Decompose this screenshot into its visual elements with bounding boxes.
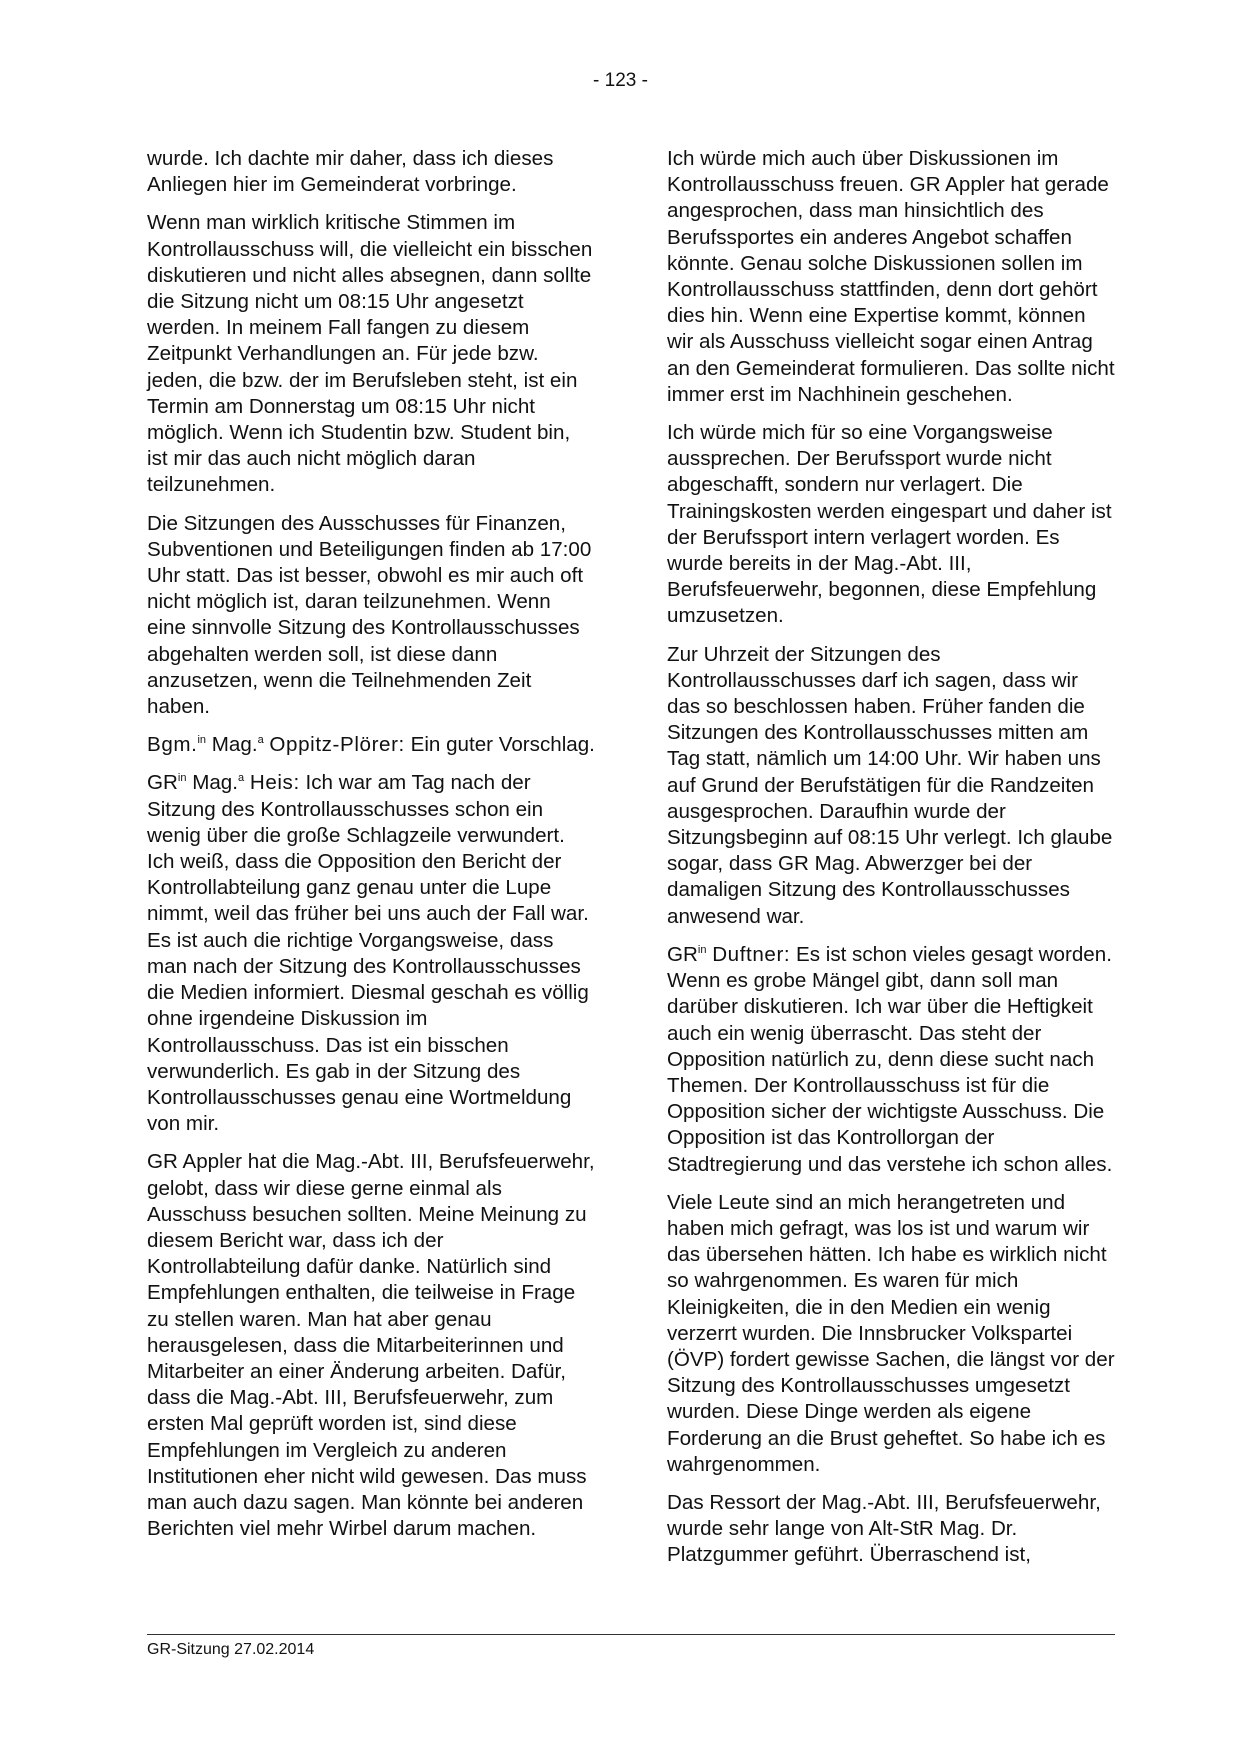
- footer-divider: [147, 1634, 1115, 1635]
- speaker-title-suffix: in: [697, 943, 707, 956]
- speaker-degree: Mag.: [211, 733, 258, 757]
- paragraph: Die Sitzungen des Ausschusses für Finanzen, Subventionen und Beteiligungen finden ab 17:00 Uhr statt. Das ist besser, obwohl es mir auch oft nicht möglich ist, daran teilzunehmen. Wenn eine sinnvolle Sitzung des Kontrollausschusses abgehalten werden soll, ist diese dann anzusetzen, wenn die Teilnehmenden Zeit haben.: [147, 511, 592, 719]
- right-column: [667, 146, 1115, 1581]
- speaker-degree-suffix: a: [257, 734, 264, 747]
- speech-paragraph: [667, 942, 1115, 1178]
- footer-session-date: GR-Sitzung 27.02.2014: [147, 1641, 315, 1658]
- speaker-title: GR: [667, 942, 698, 966]
- paragraph: GR Appler hat die Mag.-Abt. III, Berufsfeuerwehr, gelobt, dass wir diese gerne einmal als Ausschuss besuchen sollten. Meine Meinung zu diesem Bericht war, dass ich der Kontrollabteilung dafür danke. Natürlich sind Empfehlungen enthalten, die teilweise in Frage zu stellen waren. Man hat aber genau herausgelesen, dass die Mitarbeiterinnen und Mitarbeiter an einer Änderung arbeiten. Dafür, dass die Mag.-Abt. III, Berufsfeuerwehr, zum ersten Mal geprüft worden ist, sind diese Empfehlungen im Vergleich zu anderen Institutionen eher nicht wild gewesen. Das muss man auch dazu sagen. Man könnte bei anderen Berichten viel mehr Wirbel darum machen.: [147, 1150, 595, 1541]
- paragraph: Ich würde mich für so eine Vorgangsweise aussprechen. Der Berufssport wurde nicht abgeschafft, sondern nur verlagert. Die Trainingskosten werden eingespart und daher ist der Berufssport intern verlagert worden. Es wurde bereits in der Mag.-Abt. III, Berufsfeuerwehr, begonnen, diese Empfehlung umzusetzen.: [667, 421, 1112, 628]
- speaker-degree: Mag.: [192, 771, 238, 795]
- speaker-title-suffix: in: [177, 772, 187, 785]
- left-column: [147, 146, 595, 1554]
- speaker-title: Bgm.: [147, 733, 198, 757]
- page-number: - 123 -: [593, 70, 648, 91]
- speaker-title: GR: [147, 771, 178, 795]
- paragraph: Zur Uhrzeit der Sitzungen des Kontrollausschusses darf ich sagen, dass wir das so beschlossen haben. Früher fanden die Sitzungen des Kontrollausschusses mitten am Tag statt, nämlich um 14:00 Uhr. Wir haben uns auf Grund der Berufstätigen für die Randzeiten ausgesprochen. Daraufhin wurde der Sitzungsbeginn auf 08:15 Uhr verlegt. Ich glaube sogar, dass GR Mag. Abwerzger bei der damaligen Sitzung des Kontrollausschusses anwesend war.: [667, 642, 1113, 928]
- speaker-name: Heis:: [249, 771, 300, 795]
- speech-text: Ein guter Vorschlag.: [410, 733, 595, 757]
- speaker-name: Duftner:: [712, 942, 791, 966]
- speaker-degree-suffix: a: [237, 772, 245, 785]
- speaker-name: Oppitz-Plörer:: [269, 733, 405, 757]
- paragraph: Viele Leute sind an mich herangetreten und haben mich gefragt, was los ist und warum wir das übersehen hätten. Ich habe es wirklich nicht so wahrgenommen. Es waren für mich Kleinigkeiten, die in den Medien ein wenig verzerrt wurden. Die Innsbrucker Volkspartei (ÖVP) fordert gewisse Sachen, die längst vor der Sitzung des Kontrollausschusses umgesetzt wurden. Diese Dinge werden als eigene Forderung an die Brust geheftet. So habe ich es wahrgenommen.: [667, 1190, 1115, 1476]
- speech-paragraph: [147, 732, 595, 758]
- paragraph: Das Ressort der Mag.-Abt. III, Berufsfeuerwehr, wurde sehr lange von Alt-StR Mag. Dr. Platzgummer geführt. Überraschend ist,: [667, 1490, 1101, 1567]
- speech-text: Ich war am Tag nach der Sitzung des Kontrollausschusses schon ein wenig über die große Schlagzeile verwundert. Ich weiß, dass die Opposition den Bericht der Kontrollabteilung ganz genau unter die Lupe nimmt, weil das früher bei uns auch der Fall war. Es ist auch die richtige Vorgangsweise, dass man nach der Sitzung des Kontrollausschusses die Medien informiert. Diesmal geschah es völlig ohne irgendeine Diskussion im Kontrollausschuss. Das ist ein bisschen verwunderlich. Es gab in der Sitzung des Kontrollausschusses genau eine Wortmeldung von mir.: [147, 771, 589, 1136]
- speech-text: Es ist schon vieles gesagt worden. Wenn es grobe Mängel gibt, dann soll man darüber diskutieren. Ich war über die Heftigkeit auch ein wenig überrascht. Das steht der Opposition natürlich zu, denn diese sucht nach Themen. Der Kontrollausschuss ist für die Opposition sicher der wichtigste Ausschuss. Die Opposition ist das Kontrollorgan der Stadtregierung und das verstehe ich schon alles.: [667, 942, 1113, 1176]
- paragraph: Ich würde mich auch über Diskussionen im Kontrollausschuss freuen. GR Appler hat gerade angesprochen, dass man hinsichtlich des Berufssportes ein anderes Angebot schaffen könnte. Genau solche Diskussionen sollen im Kontrollausschuss stattfinden, denn dort gehört dies hin. Wenn eine Expertise kommt, können wir als Ausschuss vielleicht sogar einen Antrag an den Gemeinderat formulieren. Das sollte nicht immer erst im Nachhinein geschehen.: [667, 147, 1115, 406]
- speaker-title-suffix: in: [197, 734, 207, 747]
- paragraph: wurde. Ich dachte mir daher, dass ich dieses Anliegen hier im Gemeinderat vorbringe.: [147, 147, 554, 197]
- paragraph: Wenn man wirklich kritische Stimmen im Kontrollausschuss will, die vielleicht ein bisschen diskutieren und nicht alles absegnen, dann sollte die Sitzung nicht um 08:15 Uhr angesetzt werden. In meinem Fall fangen zu diesem Zeitpunkt Verhandlungen an. Für jede bzw. jeden, die bzw. der im Berufsleben steht, ist ein Termin am Donnerstag um 08:15 Uhr nicht möglich. Wenn ich Studentin bzw. Student bin, ist mir das auch nicht möglich daran teilzunehmen.: [147, 211, 593, 497]
- speech-paragraph: [147, 770, 595, 1137]
